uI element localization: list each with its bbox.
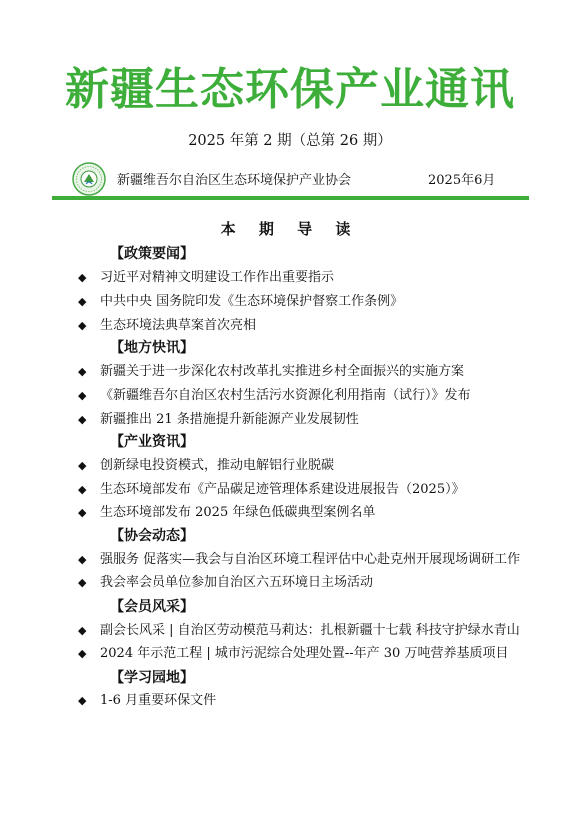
toc-item[interactable] xyxy=(78,316,256,336)
diamond-bullet-icon: ◆ xyxy=(78,576,87,589)
toc-item[interactable] xyxy=(78,644,508,664)
toc-item-text: 2024 年示范工程 | 城市污泥综合处理处置--年产 30 万吨营养基质项目 xyxy=(100,646,509,661)
toc-item-text: 《新疆维吾尔自治区农村生活污水资源化利用指南（试行）》发布 xyxy=(100,388,471,403)
toc-item-text: 生态环境法典草案首次亮相 xyxy=(100,318,257,333)
diamond-bullet-icon: ◆ xyxy=(78,365,87,378)
toc-item-text: 副会长风采 | 自治区劳动模范马莉达：扎根新疆十七载 科技守护绿水青山 xyxy=(100,623,520,638)
diamond-bullet-icon: ◆ xyxy=(78,271,87,284)
section-heading-industry: 【产业资讯】 xyxy=(110,434,194,450)
toc-item-text: 创新绿电投资模式，推动电解铝行业脱碳 xyxy=(100,458,335,473)
toc-item[interactable] xyxy=(78,621,520,641)
toc-item-text: 习近平对精神文明建设工作作出重要指示 xyxy=(100,270,335,285)
toc-item-text: 中共中央 国务院印发《生态环境保护督察工作条例》 xyxy=(100,294,404,309)
section-heading-learning: 【学习园地】 xyxy=(110,670,194,686)
issue-number: 2025 年第 2 期（总第 26 期） xyxy=(188,133,392,149)
toc-item-text: 生态环境部发布《产品碳足迹管理体系建设进展报告（2025）》 xyxy=(100,482,465,497)
publication-date: 2025年6月 xyxy=(428,173,496,188)
toc-item[interactable] xyxy=(78,386,471,406)
toc-item[interactable] xyxy=(78,268,334,288)
section-heading-policy: 【政策要闻】 xyxy=(110,246,194,262)
diamond-bullet-icon: ◆ xyxy=(78,553,87,566)
diamond-bullet-icon: ◆ xyxy=(78,624,87,637)
toc-item-text: 新疆关于进一步深化农村改革扎实推进乡村全面振兴的实施方案 xyxy=(100,364,465,379)
diamond-bullet-icon: ◆ xyxy=(78,319,87,332)
section-heading-local: 【地方快讯】 xyxy=(110,340,194,356)
toc-item[interactable] xyxy=(78,410,359,430)
toc-item[interactable] xyxy=(78,456,334,476)
diamond-bullet-icon: ◆ xyxy=(78,483,87,496)
toc-item[interactable] xyxy=(78,573,373,593)
newsletter-title: 新疆生态环保产业通讯 xyxy=(65,64,515,115)
diamond-bullet-icon: ◆ xyxy=(78,389,87,402)
toc-item-text: 强服务 促落实—我会与自治区环境工程评估中心赴克州开展现场调研工作 xyxy=(100,552,521,567)
diamond-bullet-icon: ◆ xyxy=(78,295,87,308)
diamond-bullet-icon: ◆ xyxy=(78,647,87,660)
toc-item-text: 我会率会员单位参加自治区六五环境日主场活动 xyxy=(100,575,374,590)
section-heading-association: 【协会动态】 xyxy=(110,528,194,544)
toc-item-text: 新疆推出 21 条措施提升新能源产业发展韧性 xyxy=(100,412,359,427)
toc-item-text: 1-6 月重要环保文件 xyxy=(100,693,217,708)
diamond-bullet-icon: ◆ xyxy=(78,459,87,472)
toc-title: 本 期 导 读 xyxy=(220,220,360,238)
diamond-bullet-icon: ◆ xyxy=(78,413,87,426)
organization-name: 新疆维吾尔自治区生态环境保护产业协会 xyxy=(117,173,352,188)
association-logo-icon xyxy=(72,162,106,196)
toc-item[interactable] xyxy=(78,550,520,570)
toc-item[interactable] xyxy=(78,292,403,312)
toc-item[interactable] xyxy=(78,503,375,523)
toc-item-text: 生态环境部发布 2025 年绿色低碳典型案例名单 xyxy=(100,505,376,520)
diamond-bullet-icon: ◆ xyxy=(78,506,87,519)
toc-item[interactable] xyxy=(78,691,216,711)
section-heading-members: 【会员风采】 xyxy=(110,599,194,615)
diamond-bullet-icon: ◆ xyxy=(78,694,87,707)
toc-item[interactable] xyxy=(78,362,464,382)
header-divider xyxy=(52,196,529,200)
toc-item[interactable] xyxy=(78,480,465,500)
